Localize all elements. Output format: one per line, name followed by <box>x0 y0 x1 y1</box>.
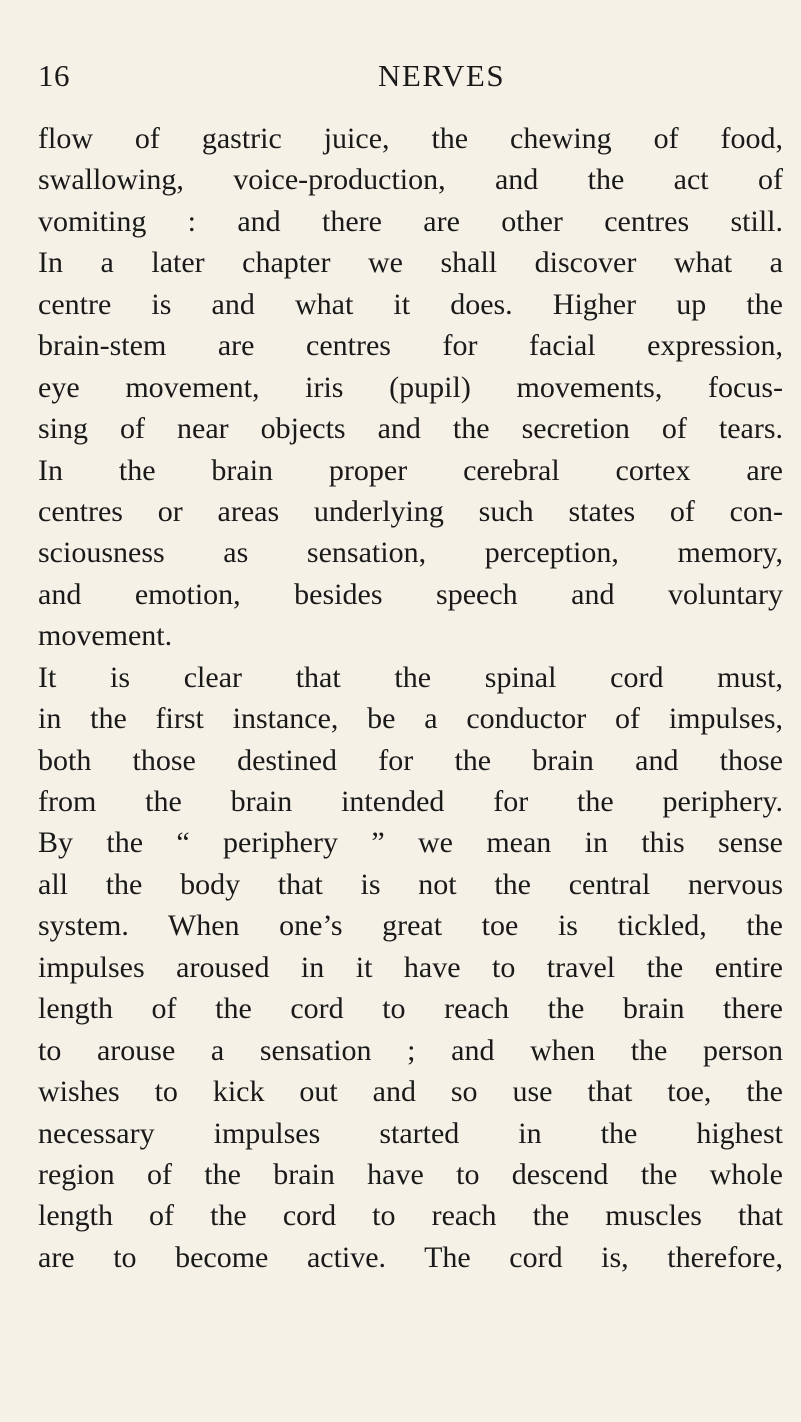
text-line: In the brain proper cerebral cortex are <box>38 453 783 487</box>
body-text <box>38 118 783 1278</box>
text-line: It is clear that the spinal cord must, <box>38 660 783 694</box>
text-line: length of the cord to reach the muscles that <box>38 1199 783 1233</box>
running-head <box>38 58 778 108</box>
text-line: sing of near objects and the secretion of tears. <box>38 412 783 446</box>
text-line: in the first instance, be a conductor of impulses, <box>38 702 783 736</box>
text-line: both those destined for the brain and those <box>38 743 783 777</box>
text-line: centre is and what it does. Higher up the <box>38 287 783 321</box>
text-line: are to become active. The cord is, therefore, <box>38 1240 783 1274</box>
text-line: In a later chapter we shall discover what a <box>38 246 783 280</box>
text-line: flow of gastric juice, the chewing of food, <box>38 122 783 155</box>
text-line: region of the brain have to descend the whole <box>38 1157 783 1191</box>
text-line: all the body that is not the central nervous <box>38 867 783 901</box>
text-line: system. When one’s great toe is tickled, the <box>38 909 783 943</box>
text-line: impulses aroused in it have to travel the entire <box>38 950 783 984</box>
text-line: eye movement, iris (pupil) movements, focus- <box>38 370 783 404</box>
text-line: wishes to kick out and so use that toe, the <box>38 1075 783 1109</box>
running-title: NERVES <box>378 58 506 93</box>
text-line: By the “ periphery ” we mean in this sense <box>38 826 783 860</box>
text-line: vomiting : and there are other centres still. <box>38 204 783 238</box>
text-line: movement. <box>38 619 173 653</box>
text-line: to arouse a sensation ; and when the person <box>38 1033 783 1067</box>
text-line: and emotion, besides speech and voluntary <box>38 577 783 611</box>
text-line: from the brain intended for the periphery. <box>38 785 783 818</box>
text-line: centres or areas underlying such states of con- <box>38 494 783 528</box>
text-line: length of the cord to reach the brain there <box>38 992 783 1026</box>
text-line: sciousness as sensation, perception, memory, <box>38 536 783 570</box>
text-line: swallowing, voice-production, and the act of <box>38 163 783 197</box>
page-number: 16 <box>38 58 70 93</box>
text-line: necessary impulses started in the highest <box>38 1116 783 1150</box>
text-line: brain-stem are centres for facial expression, <box>38 329 783 363</box>
